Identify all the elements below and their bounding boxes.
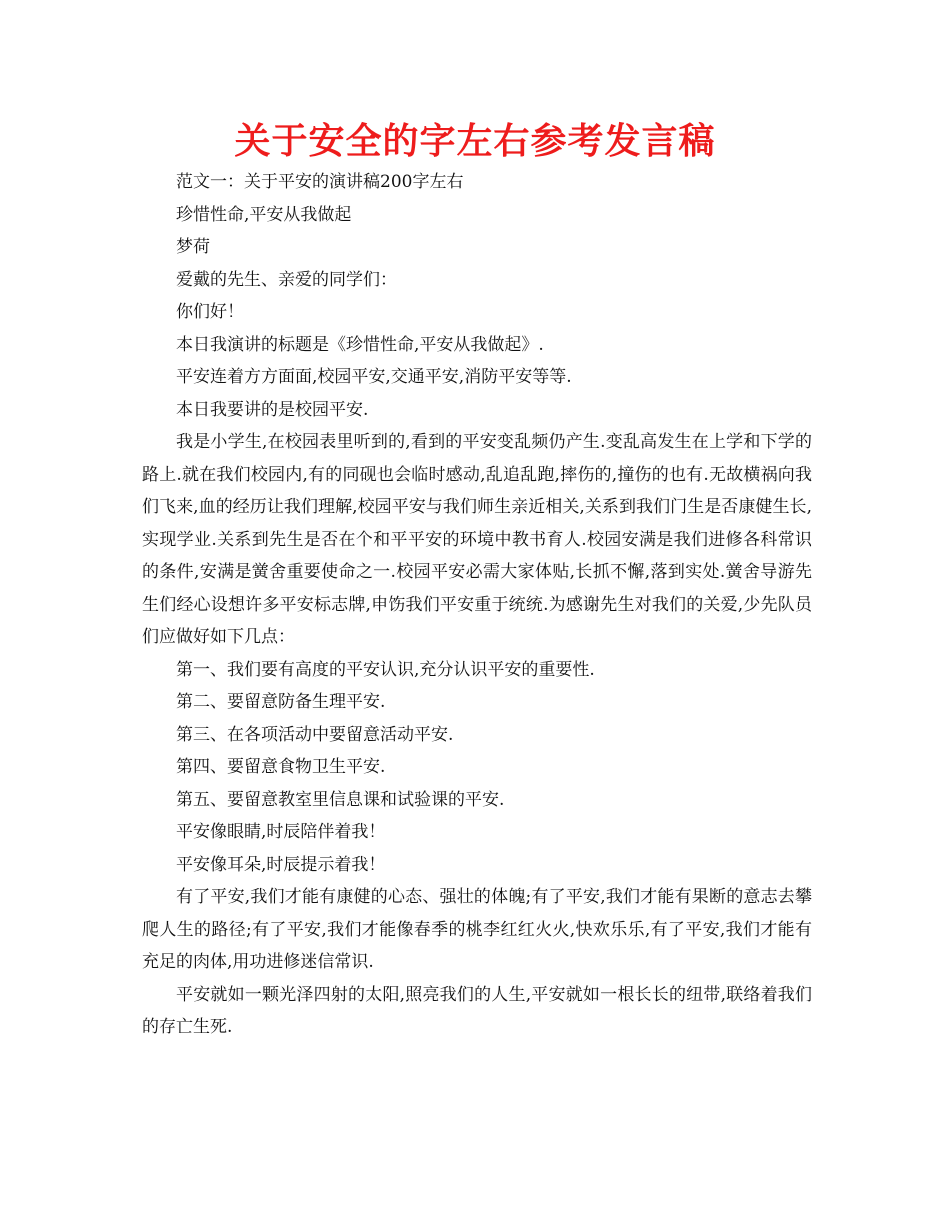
paragraph: 珍惜性命,平安从我做起: [176, 204, 352, 225]
paragraph: 有了平安,我们才能有康健的心态、强壮的体魄;有了平安,我们才能有果断的意志去攀爬人生的路径;有了平安,我们才能像春季的桃李红红火火,快欢乐乐,有了平安,我们才能有充足的肉体,用功进修迷信常识.: [142, 887, 812, 972]
paragraph: 平安像耳朵,时辰提示着我！: [176, 854, 386, 875]
paragraph: 平安连着方方面面,校园平安,交通平安,消防平安等等.: [176, 367, 572, 387]
paragraph: 我是小学生,在校园表里听到的,看到的平安变乱频仍产生.变乱高发生在上学和下学的路上.就在我们校园内,有的同砚也会临时感动,乱追乱跑,摔伤的,撞伤的也有.无故横祸向我们飞来,血的经历让我们理解,校园平安与我们师生亲近相关,关系到我们门生是否康健生长,实现学业.关系到先生是否在个和平平安的环境中教书育人.校园安满是我们进修各科常识的条件,安满是黉舍重要使命之一.校园平安必需大家体贴,长抓不懈,落到实处.黉舍导游先生们经心设想许多平安标志牌,申饬我们平安重于统统.为感谢先生对我们的关爱,少先队员们应做好如下几点：: [142, 432, 812, 647]
paragraph: 本日我演讲的标题是《珍惜性命,平安从我做起》.: [176, 334, 544, 355]
paragraph: 第三、在各项活动中要留意活动平安.: [176, 724, 454, 745]
paragraph: 平安像眼睛,时辰陪伴着我！: [176, 822, 386, 842]
paragraph: 爱戴的先生、亲爱的同学们：: [176, 269, 397, 290]
paragraph: 第四、要留意食物卫生平安.: [176, 757, 386, 777]
paragraph: 平安就如一颗光泽四射的太阳,照亮我们的人生,平安就如一根长长的纽带,联络着我们的存亡生死.: [142, 984, 812, 1037]
paragraph: 范文一：关于平安的演讲稿200字左右: [176, 172, 464, 192]
paragraph: 本日我要讲的是校园平安.: [176, 399, 369, 420]
document-title: 关于安全的字左右参考发言稿: [234, 121, 716, 162]
paragraph: 第二、要留意防备生理平安.: [176, 692, 386, 712]
document-body: [142, 166, 812, 1044]
paragraph: 你们好！: [176, 302, 244, 322]
paragraph: 梦荷: [176, 237, 210, 257]
paragraph: 第一、我们要有高度的平安认识,充分认识平安的重要性.: [176, 659, 595, 680]
paragraph: 第五、要留意教室里信息课和试验课的平安.: [176, 789, 505, 810]
